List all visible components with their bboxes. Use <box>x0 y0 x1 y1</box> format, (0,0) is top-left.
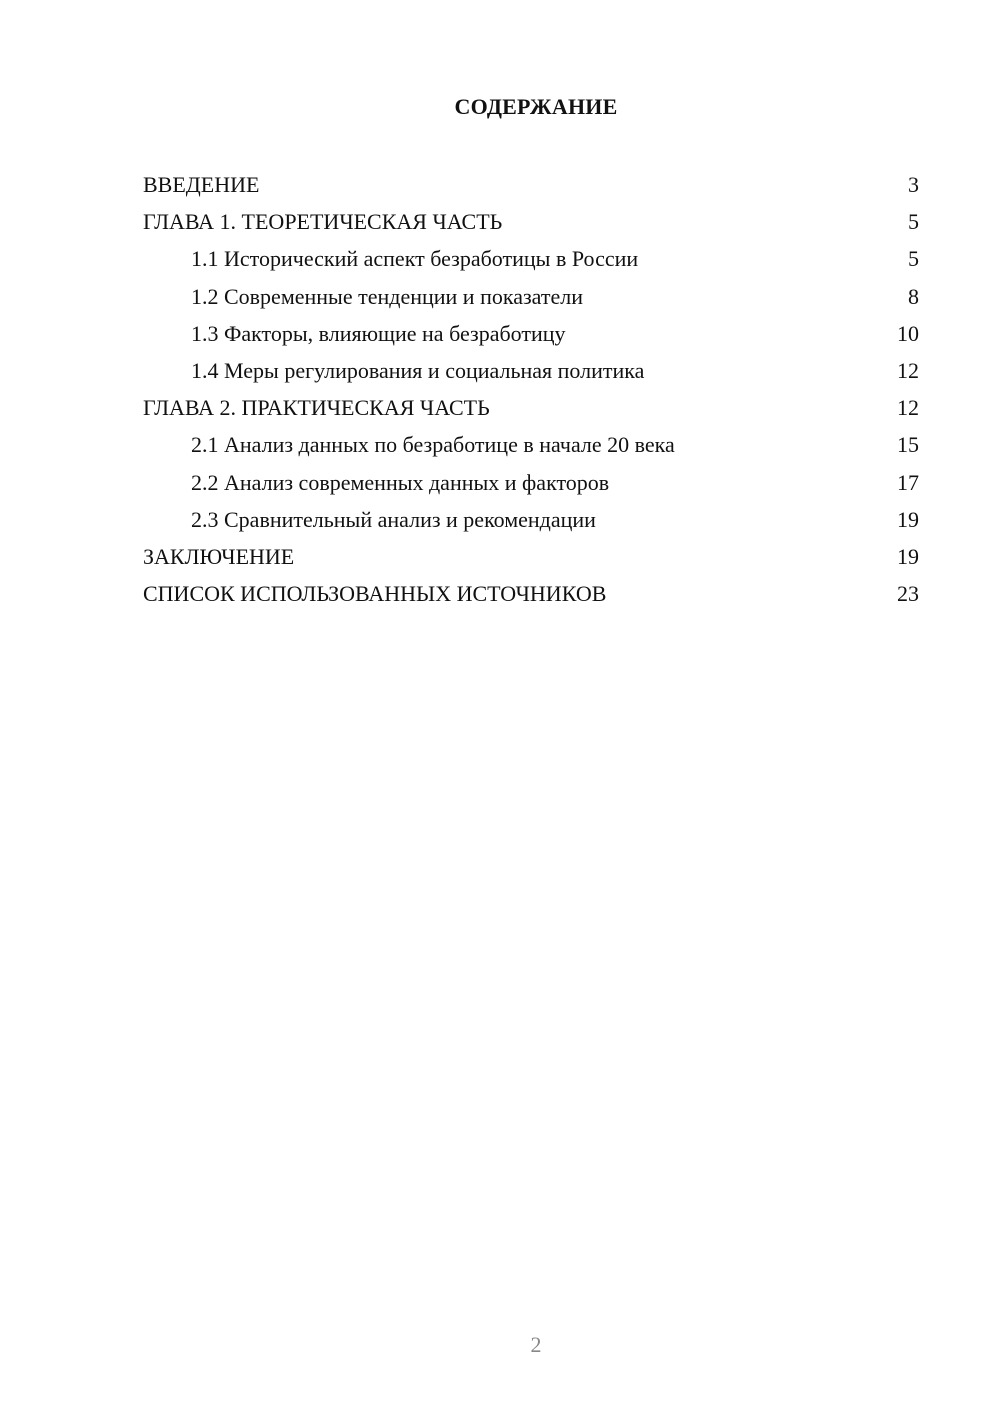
toc-entry <box>143 501 919 538</box>
toc-entry-page: 19 <box>897 506 919 532</box>
toc-entry-label: 1.4 Меры регулирования и социальная политика <box>191 357 645 383</box>
toc-entry-label: ЗАКЛЮЧЕНИЕ <box>143 543 295 569</box>
toc-entry <box>143 278 919 315</box>
toc-entry-label: ВВЕДЕНИЕ <box>143 172 260 197</box>
toc-entry-page: 17 <box>897 469 919 495</box>
toc-entry-page: 5 <box>908 246 919 272</box>
toc-list <box>143 166 919 612</box>
toc-entry <box>143 240 919 277</box>
toc-entry <box>143 352 919 389</box>
toc-entry <box>143 315 919 352</box>
toc-entry <box>143 575 919 612</box>
toc-entry <box>143 389 919 426</box>
toc-entry-page: 19 <box>897 543 919 569</box>
toc-entry-page: 12 <box>897 357 919 383</box>
toc-entry-label: ГЛАВА 2. ПРАКТИЧЕСКАЯ ЧАСТЬ <box>143 395 490 421</box>
toc-entry-page: 3 <box>908 172 919 197</box>
toc-entry-page: 5 <box>908 209 919 235</box>
toc-entry-page: 23 <box>897 581 919 607</box>
page-number: 2 <box>530 1332 542 1357</box>
toc-entry-label: 1.2 Современные тенденции и показатели <box>191 283 583 309</box>
toc-entry-page: 10 <box>897 320 919 346</box>
toc-entry-page: 8 <box>908 283 919 309</box>
toc-entry-label: 2.2 Анализ современных данных и факторов <box>191 469 610 495</box>
toc-entry-label: ГЛАВА 1. ТЕОРЕТИЧЕСКАЯ ЧАСТЬ <box>143 209 503 235</box>
toc-entry-label: СПИСОК ИСПОЛЬЗОВАННЫХ ИСТОЧНИКОВ <box>143 581 607 607</box>
toc-entry-page: 15 <box>897 432 919 458</box>
toc-entry <box>143 538 919 575</box>
toc-entry-label: 2.3 Сравнительный анализ и рекомендации <box>191 506 596 532</box>
toc-entry <box>143 166 919 203</box>
toc-entry-page: 12 <box>897 395 919 421</box>
toc-entry <box>143 464 919 501</box>
toc-title: СОДЕРЖАНИЕ <box>454 94 618 119</box>
toc-entry-label: 2.1 Анализ данных по безработице в начале 20 века <box>191 432 675 458</box>
toc-entry <box>143 203 919 240</box>
toc-entry-label: 1.1 Исторический аспект безработицы в России <box>191 246 639 272</box>
toc-entry-label: 1.3 Факторы, влияющие на безработицу <box>191 320 566 346</box>
toc-entry <box>143 426 919 463</box>
